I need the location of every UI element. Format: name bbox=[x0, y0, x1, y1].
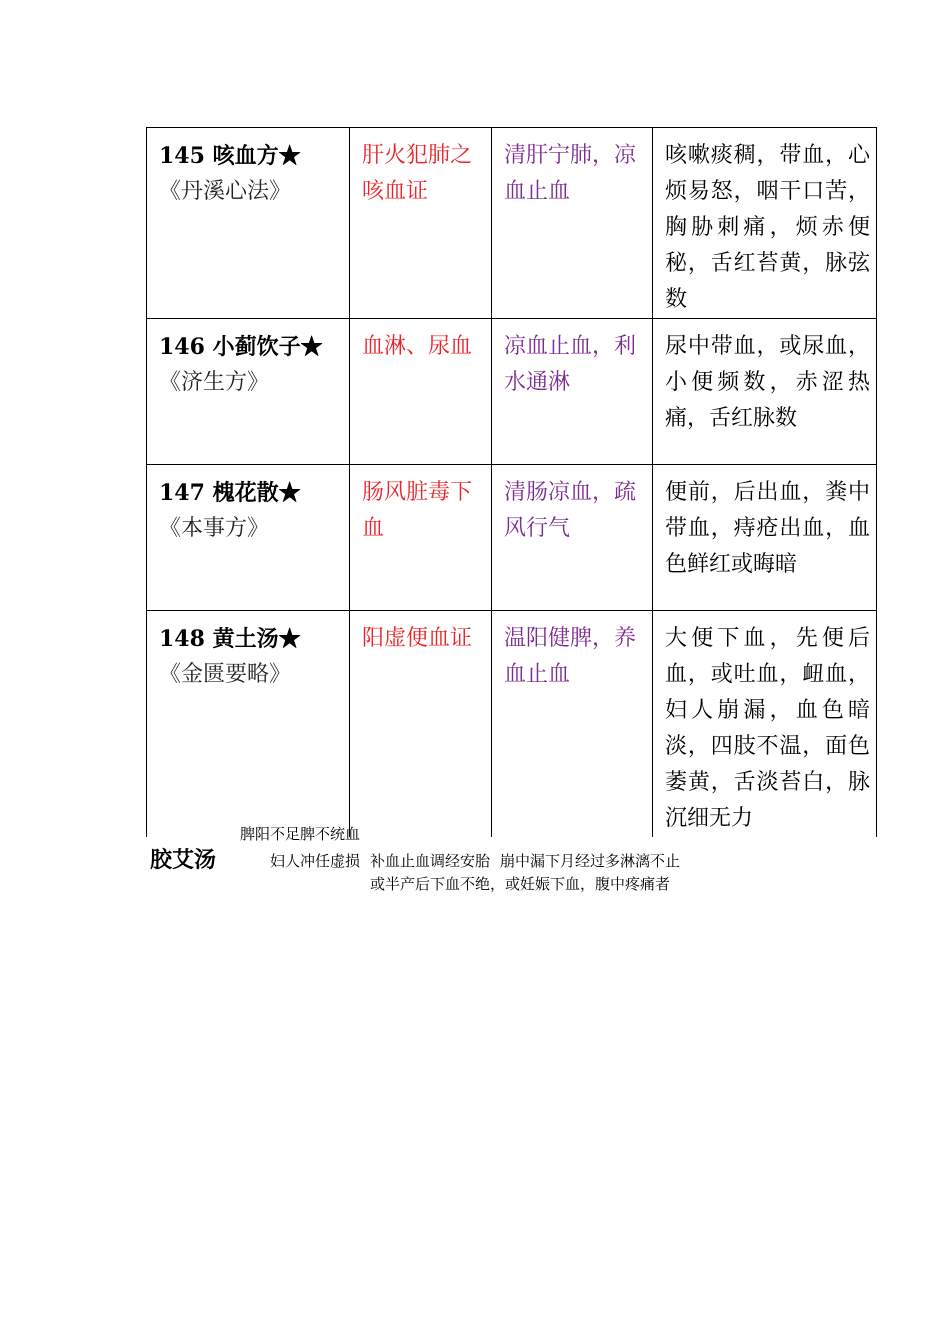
effect-cell: 温阳健脾，养血止血 bbox=[492, 611, 653, 838]
table-row bbox=[147, 128, 877, 319]
formula-source: 《金匮要略》 bbox=[159, 662, 292, 687]
formula-source: 《丹溪心法》 bbox=[159, 179, 292, 204]
formula-name-cell bbox=[147, 128, 350, 319]
formula-source: 《济生方》 bbox=[159, 370, 270, 395]
indication-cell: 阳虚便血证 bbox=[350, 611, 492, 838]
indication-cell: 血淋、尿血 bbox=[350, 319, 492, 465]
formula-number-name: 146 小蓟饮子★ bbox=[159, 334, 323, 360]
note-effect: 补血止血调经安胎 bbox=[370, 852, 491, 870]
indication-cell: 肠风脏毒下血 bbox=[350, 465, 492, 611]
table-row bbox=[147, 319, 877, 465]
note-indication: 妇人冲任虚损 bbox=[270, 852, 361, 870]
note-formula-title: 胶艾汤 bbox=[150, 847, 217, 873]
table-row bbox=[147, 611, 877, 838]
formula-name-cell bbox=[147, 319, 350, 465]
formula-name-cell bbox=[147, 611, 350, 838]
formula-number-name: 145 咳血方★ bbox=[159, 143, 301, 169]
table-row bbox=[147, 465, 877, 611]
symptoms-cell: 尿中带血，或尿血，小便频数，赤涩热痛，舌红脉数 bbox=[653, 319, 877, 465]
formula-number-name: 147 槐花散★ bbox=[159, 480, 301, 506]
note-line-details bbox=[270, 852, 680, 870]
symptoms-cell: 便前，后出血，粪中带血，痔疮出血，血色鲜红或晦暗 bbox=[653, 465, 877, 611]
formula-table bbox=[146, 127, 877, 837]
formula-source: 《本事方》 bbox=[159, 516, 270, 541]
effect-cell: 清肝宁肺，凉血止血 bbox=[492, 128, 653, 319]
effect-cell: 清肠凉血，疏风行气 bbox=[492, 465, 653, 611]
formula-number-name: 148 黄土汤★ bbox=[159, 626, 301, 652]
note-line-spleen: 脾阳不足脾不统血 bbox=[240, 825, 361, 843]
symptoms-cell: 咳嗽痰稠，带血，心烦易怒，咽干口苦，胸胁刺痛，烦赤便秘，舌红苔黄，脉弦数 bbox=[653, 128, 877, 319]
note-symptoms-b: 或半产后下血不绝，或妊娠下血，腹中疼痛者 bbox=[370, 875, 671, 893]
symptoms-cell: 大便下血，先便后血，或吐血，衄血，妇人崩漏，血色暗淡，四肢不温，面色萎黄，舌淡苔白，脉沉细无力 bbox=[653, 611, 877, 838]
formula-name-cell bbox=[147, 465, 350, 611]
note-symptoms-a: 崩中漏下月经过多淋漓不止 bbox=[500, 852, 681, 870]
indication-cell: 肝火犯肺之咳血证 bbox=[350, 128, 492, 319]
effect-cell: 凉血止血，利水通淋 bbox=[492, 319, 653, 465]
